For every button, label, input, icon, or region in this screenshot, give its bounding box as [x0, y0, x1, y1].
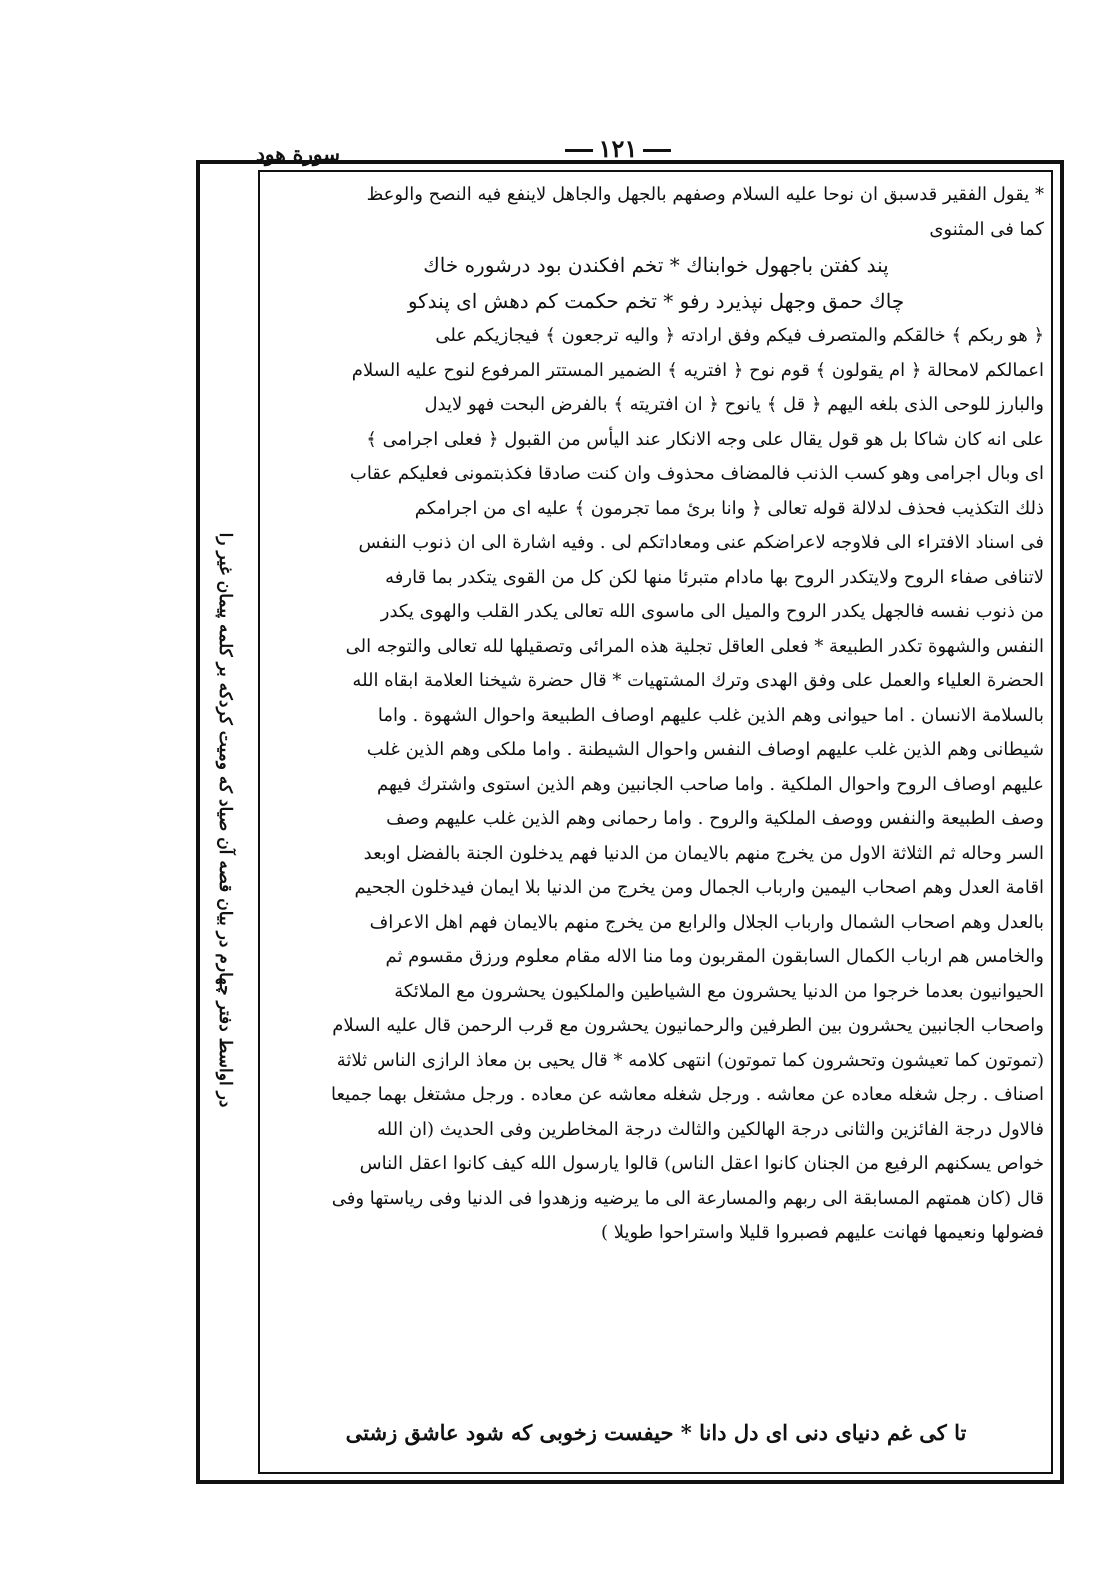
text-line: ذلك التكذيب فحذف لدلالة قوله تعالى ﴿ وانا برئ مما تجرمون ﴾ عليه اى من اجرامكم: [414, 497, 1044, 519]
verse-line: چاك حمق وجهل نپذيرد رفو * تخم حكمت كم دهش اى پندكو: [407, 289, 905, 313]
text-line: واصحاب الجانبين يحشرون بين الطرفين والرحمانيون يحشرون مع قرب الرحمن قال عليه السلام: [332, 1015, 1044, 1036]
margin-note: [196, 170, 254, 1474]
text-line: والخامس هم ارباب الكمال السابقون المقربون وما منا الاله مقام معلوم ورزق مقسوم ثم: [385, 946, 1044, 967]
text-line: على انه كان شاكا بل هو قول يقال على وجه الانكار عند اليأس من القبول ﴿ فعلى اجرامى ﴾: [366, 428, 1044, 450]
margin-note-text: در اواسط دفتر چهارم در بیان قصه آن صیاد که ومیت کردکه بر کلمه پیمان غیر را: [215, 532, 235, 1108]
text-line: اقامة العدل وهم اصحاب اليمين وارباب الجمال ومن يخرج من الدنيا بلا ايمان فيدخلون الجحيم: [354, 877, 1044, 898]
text-line: * يقول الفقير قدسبق ان نوحا عليه السلام وصفهم بالجهل والجاهل لاينفع فيه النصح والوعظ: [366, 184, 1044, 205]
text-line: من ذنوب نفسه فالجهل يكدر الروح والميل الى ماسوى الله تعالى يكدر القلب والهوى يكدر: [380, 601, 1044, 622]
closing-verse: تا كى غم دنياى دنى اى دل دانا * حيفست زخوبى كه شود عاشق زشتى: [345, 1420, 967, 1445]
text-line: الحضرة العلياء والعمل على وفق الهدى وترك المشتهيات * قال حضرة شيخنا العلامة ابقاه الله: [352, 670, 1044, 691]
ornament-right: [643, 149, 671, 152]
ornament-left: [565, 149, 593, 152]
text-line: شيطانى وهم الذين غلب عليهم اوصاف النفس واحوال الشيطنة . واما ملكى وهم الذين غلب: [366, 739, 1044, 760]
text-line: قال (كان همتهم المسابقة الى ربهم والمسارعة الى ما يرضيه وزهدوا فى الدنيا وفى رياستها وفى: [331, 1187, 1044, 1209]
main-text: [268, 178, 1044, 1251]
text-line: كما فى المثنوى: [929, 218, 1044, 240]
text-line: (تموتون كما تعيشون وتحشرون كما تموتون) انتهى كلامه * قال يحيى بن معاذ الرازى الناس ثلاثة: [336, 1049, 1044, 1071]
text-line: ﴿ هو ربكم ﴾ خالقكم والمتصرف فيكم وفق ارادته ﴿ واليه ترجعون ﴾ فيجازيكم على: [435, 325, 1044, 346]
text-line: فضولها ونعيمها فهانت عليهم فصبروا قليلا واستراحوا طويلا ): [600, 1222, 1044, 1243]
page-header-surah: سورة هود: [256, 142, 340, 166]
text-line: بالعدل وهم اصحاب الشمال وارباب الجلال والرابع من يخرج منهم بالايمان فهم اهل الاعراف: [369, 911, 1044, 933]
page-number-text: ١٢١: [598, 134, 638, 163]
text-line: اى وبال اجرامى وهو كسب الذنب فالمضاف محذوف وان كنت صادقا فكذبتمونى فعليكم عقاب: [349, 463, 1044, 484]
text-line: لاتنافى صفاء الروح ولايتكدر الروح بها مادام متبرئا منها لكن كل من القوى يتكدر بما قارفه: [385, 566, 1044, 588]
text-line: خواص يسكنهم الرفيع من الجنان كانوا اعقل الناس) قالوا يارسول الله كيف كانوا اعقل الناس: [359, 1153, 1044, 1174]
text-line: بالسلامة الانسان . اما حيوانى وهم الذين غلب عليهم اوصاف الطبيعة واحوال الشهوة . واما: [377, 704, 1044, 726]
text-line: والبارز للوحى الذى بلغه اليهم ﴿ قل ﴾ يانوح ﴿ ان افتريته ﴾ بالفرض البحت فهو لايدل: [424, 394, 1044, 415]
text-line: الحيوانيون بعدما خرجوا من الدنيا يحشرون مع الشياطين والملكيون يحشرون مع الملائكة: [394, 980, 1044, 1002]
text-line: فى اسناد الافتراء الى فلاوجه لاعراضكم عنى ومعاداتكم لى . وفيه اشارة الى ان ذنوب النفس: [358, 532, 1044, 553]
text-line: النفس والشهوة تكدر الطبيعة * فعلى العاقل تجلية هذه المرائى وتصقيلها لله تعالى والتوجه الى: [345, 635, 1044, 657]
text-line: عليهم اوصاف الروح واحوال الملكية . واما صاحب الجانبين وهم الذين استوى واشترك فيهم: [377, 773, 1044, 795]
verse-line: پند كفتن باجهول خوابناك * تخم افكندن بود درشوره خاك: [423, 253, 889, 277]
page-number: [548, 134, 688, 163]
text-line: اصناف . رجل شغله معاده عن معاشه . ورجل شغله معاشه عن معاده . ورجل مشتغل بهما جميعا: [330, 1084, 1044, 1105]
text-line: اعمالكم لامحالة ﴿ ام يقولون ﴾ قوم نوح ﴿ افتريه ﴾ الضمير المستتر المرفوع لنوح عليه السلام: [351, 359, 1044, 381]
text-line: وصف الطبيعة والنفس ووصف الملكية والروح . واما رحمانى وهم الذين غلب عليهم وصف: [386, 808, 1044, 829]
text-line: السر وحاله ثم الثلاثة الاول من يخرج منهم بالايمان من الدنيا فهم يدخلون الجنة بالفضل اوبعد: [363, 842, 1044, 864]
text-line: فالاول درجة الفائزين والثانى درجة الهالكين والثالث درجة المخاطرين وفى الحديث (ان الله: [377, 1118, 1044, 1140]
